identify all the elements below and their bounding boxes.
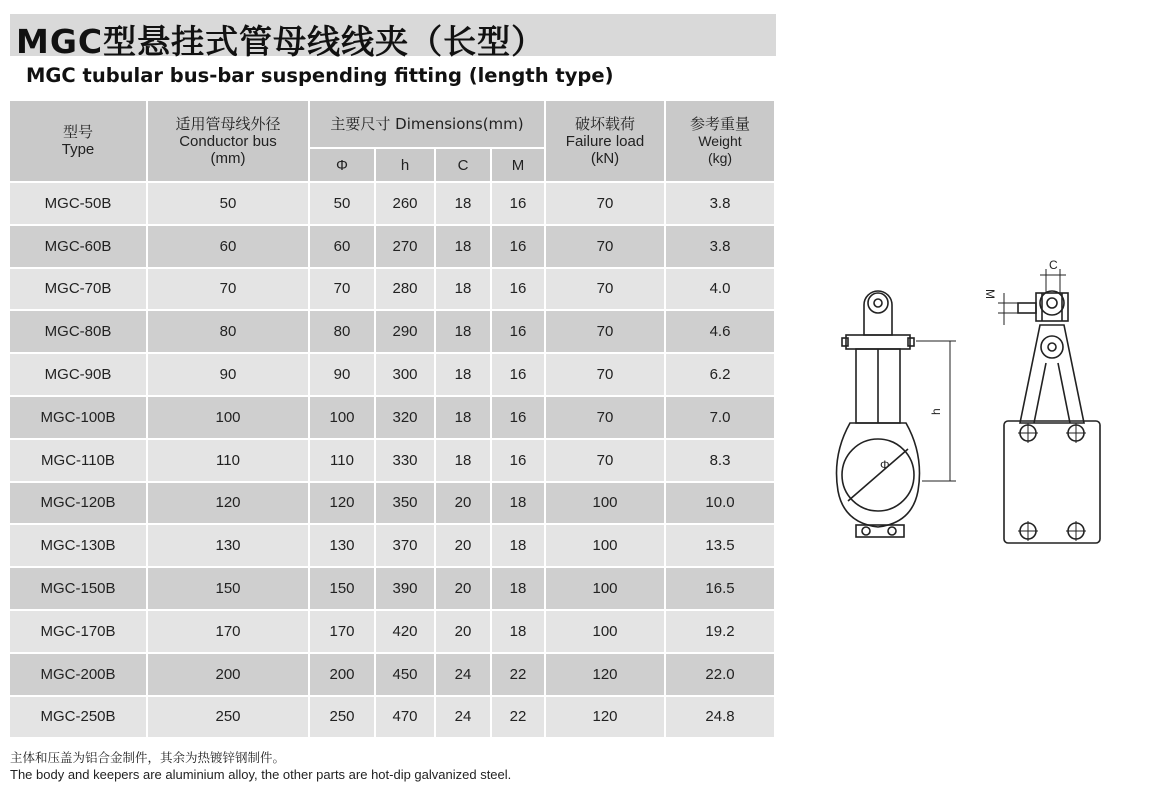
header-phi: Φ [310, 149, 376, 183]
table-row [10, 483, 776, 526]
header-c: C [436, 149, 492, 183]
cell-h: 470 [376, 697, 436, 740]
cell-c: 20 [436, 525, 492, 568]
cell-type: MGC-60B [10, 226, 148, 269]
side-tapered-body [1020, 325, 1084, 423]
side-eye [1040, 291, 1064, 315]
table-row [10, 440, 776, 483]
header-type-en: Type [61, 141, 95, 158]
note-chinese: 主体和压盖为铝合金制件，其余为热镀锌钢制件。 [10, 750, 286, 765]
cell-m: 16 [492, 397, 546, 440]
header-weight-zh: 参考重量 [689, 114, 750, 133]
cell-bus: 170 [148, 611, 310, 654]
cell-m: 16 [492, 311, 546, 354]
cell-load: 100 [546, 525, 666, 568]
bolt-left [842, 338, 848, 346]
header-type-zh: 型号 [62, 123, 93, 141]
cell-m: 18 [492, 568, 546, 611]
keeper-bolt-right [888, 527, 896, 535]
cell-c: 18 [436, 440, 492, 483]
header-load-en: Failure load [565, 132, 645, 150]
cell-load: 70 [546, 226, 666, 269]
cell-bus: 80 [148, 311, 310, 354]
page-title-chinese: MGC型悬挂式管母线线夹（长型） [16, 22, 546, 61]
cell-type: MGC-50B [10, 183, 148, 226]
side-eye-inner [1047, 298, 1057, 308]
cell-load: 70 [546, 354, 666, 397]
cell-phi: 120 [310, 483, 376, 526]
cell-h: 320 [376, 397, 436, 440]
cell-m: 18 [492, 483, 546, 526]
header-weight [666, 101, 776, 183]
cell-c: 18 [436, 354, 492, 397]
cell-weight: 13.5 [666, 525, 776, 568]
cell-weight: 6.2 [666, 354, 776, 397]
table-row [10, 611, 776, 654]
header-bus-en: Conductor bus [179, 132, 277, 150]
phi-dimension-line [848, 449, 908, 501]
cell-h: 390 [376, 568, 436, 611]
cell-bus: 60 [148, 226, 310, 269]
cell-h: 370 [376, 525, 436, 568]
cell-load: 120 [546, 654, 666, 697]
cell-c: 20 [436, 568, 492, 611]
cell-type: MGC-250B [10, 697, 148, 740]
cell-h: 280 [376, 269, 436, 312]
cell-m: 22 [492, 697, 546, 740]
cell-bus: 70 [148, 269, 310, 312]
cell-type: MGC-200B [10, 654, 148, 697]
label-h: h [929, 408, 943, 415]
cell-weight: 16.5 [666, 568, 776, 611]
table-row [10, 269, 776, 312]
cell-bus: 250 [148, 697, 310, 740]
cell-phi: 80 [310, 311, 376, 354]
cell-bus: 120 [148, 483, 310, 526]
side-link-inner [1048, 343, 1056, 351]
cell-c: 18 [436, 311, 492, 354]
bolt-right [908, 338, 914, 346]
cell-load: 70 [546, 269, 666, 312]
table-row [10, 311, 776, 354]
cell-c: 24 [436, 654, 492, 697]
header-bus-zh: 适用管母线外径 [175, 114, 281, 133]
cell-bus: 100 [148, 397, 310, 440]
cell-c: 24 [436, 697, 492, 740]
cell-type: MGC-100B [10, 397, 148, 440]
cell-bus: 200 [148, 654, 310, 697]
cell-bus: 90 [148, 354, 310, 397]
cell-bus: 150 [148, 568, 310, 611]
label-phi: Φ [880, 458, 890, 472]
cell-phi: 50 [310, 183, 376, 226]
cell-phi: 60 [310, 226, 376, 269]
cell-type: MGC-170B [10, 611, 148, 654]
header-weight-unit: (kg) [707, 149, 733, 166]
table-body [10, 183, 776, 739]
header-type [10, 101, 148, 183]
clamp-bar [846, 335, 910, 349]
cell-weight: 3.8 [666, 183, 776, 226]
cell-m: 16 [492, 440, 546, 483]
header-conductor-bus [148, 101, 310, 183]
table-row [10, 568, 776, 611]
top-eye-hole [868, 293, 888, 313]
cell-type: MGC-110B [10, 440, 148, 483]
side-link-hole [1041, 336, 1063, 358]
header-bus-unit: (mm) [210, 149, 246, 167]
side-body-inner [1034, 363, 1070, 423]
side-plate [1004, 421, 1100, 543]
cell-c: 18 [436, 397, 492, 440]
label-m: M [983, 289, 997, 299]
page-title-english: MGC tubular bus-bar suspending fitting (length type) [26, 64, 614, 87]
cell-weight: 19.2 [666, 611, 776, 654]
cell-phi: 150 [310, 568, 376, 611]
cell-m: 18 [492, 525, 546, 568]
cell-type: MGC-70B [10, 269, 148, 312]
cell-c: 18 [436, 226, 492, 269]
specification-table [10, 101, 776, 739]
cell-phi: 170 [310, 611, 376, 654]
cell-load: 120 [546, 697, 666, 740]
cell-c: 20 [436, 611, 492, 654]
cell-bus: 130 [148, 525, 310, 568]
cell-h: 260 [376, 183, 436, 226]
cell-m: 16 [492, 226, 546, 269]
cell-load: 70 [546, 397, 666, 440]
table-row [10, 654, 776, 697]
cell-h: 270 [376, 226, 436, 269]
cell-weight: 4.0 [666, 269, 776, 312]
cell-type: MGC-150B [10, 568, 148, 611]
table-row [10, 354, 776, 397]
header-load-unit: (kN) [590, 149, 620, 167]
cell-type: MGC-120B [10, 483, 148, 526]
cell-m: 16 [492, 354, 546, 397]
table-row [10, 697, 776, 740]
cell-phi: 200 [310, 654, 376, 697]
cell-load: 70 [546, 183, 666, 226]
cell-weight: 4.6 [666, 311, 776, 354]
keeper-bolt-left [862, 527, 870, 535]
cell-weight: 22.0 [666, 654, 776, 697]
cell-load: 100 [546, 483, 666, 526]
cell-load: 70 [546, 440, 666, 483]
table-row [10, 226, 776, 269]
side-bolt [1018, 303, 1036, 313]
cell-weight: 10.0 [666, 483, 776, 526]
header-failure-load [546, 101, 666, 183]
fitting-drawing [820, 255, 1120, 555]
cell-phi: 70 [310, 269, 376, 312]
header-dimensions: 主要尺寸 Dimensions(mm) [310, 101, 546, 149]
cell-type: MGC-80B [10, 311, 148, 354]
cell-m: 18 [492, 611, 546, 654]
header-load-zh: 破坏载荷 [574, 114, 635, 133]
cell-h: 420 [376, 611, 436, 654]
cell-weight: 8.3 [666, 440, 776, 483]
cell-weight: 24.8 [666, 697, 776, 740]
cell-type: MGC-130B [10, 525, 148, 568]
table-row [10, 525, 776, 568]
cell-phi: 90 [310, 354, 376, 397]
cell-phi: 250 [310, 697, 376, 740]
header-weight-en: Weight [698, 132, 742, 149]
cell-m: 16 [492, 269, 546, 312]
cell-h: 350 [376, 483, 436, 526]
cell-h: 300 [376, 354, 436, 397]
header-m: M [492, 149, 546, 183]
cell-load: 100 [546, 568, 666, 611]
cell-load: 70 [546, 311, 666, 354]
cell-c: 18 [436, 183, 492, 226]
cell-h: 290 [376, 311, 436, 354]
table-row [10, 397, 776, 440]
cell-phi: 100 [310, 397, 376, 440]
cell-bus: 110 [148, 440, 310, 483]
cell-weight: 7.0 [666, 397, 776, 440]
cell-m: 22 [492, 654, 546, 697]
top-eye-inner [874, 299, 882, 307]
cell-phi: 130 [310, 525, 376, 568]
cell-c: 20 [436, 483, 492, 526]
cell-type: MGC-90B [10, 354, 148, 397]
note-english: The body and keepers are aluminium alloy, the other parts are hot-dip galvanized steel. [10, 767, 512, 782]
cell-load: 100 [546, 611, 666, 654]
cell-m: 16 [492, 183, 546, 226]
cell-weight: 3.8 [666, 226, 776, 269]
cell-phi: 110 [310, 440, 376, 483]
header-h: h [376, 149, 436, 183]
table-row [10, 183, 776, 226]
cell-h: 330 [376, 440, 436, 483]
cell-c: 18 [436, 269, 492, 312]
label-c: C [1049, 258, 1058, 272]
cell-h: 450 [376, 654, 436, 697]
cell-bus: 50 [148, 183, 310, 226]
